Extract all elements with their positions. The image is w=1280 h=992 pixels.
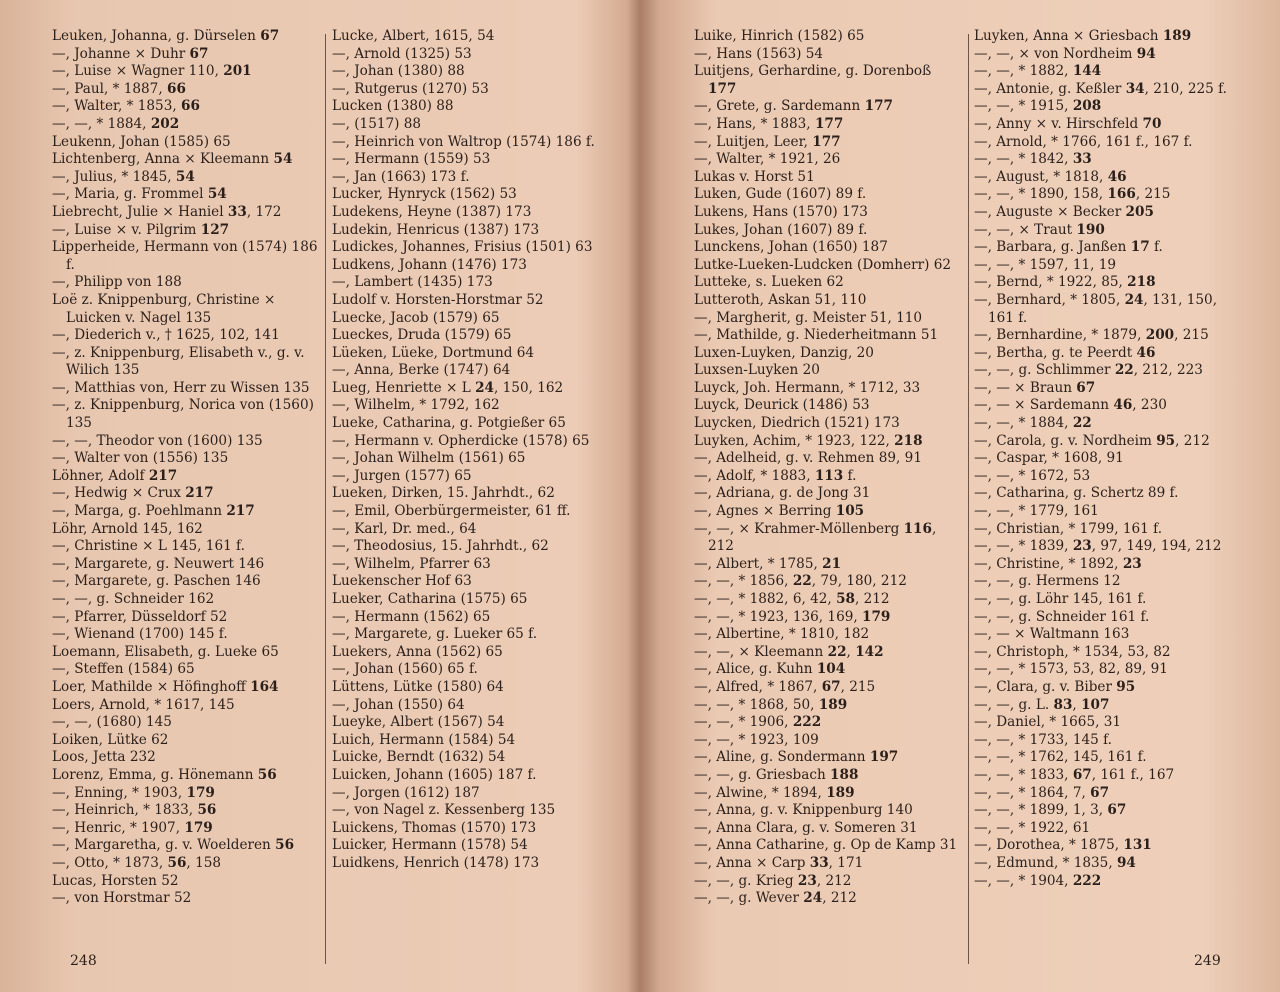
index-entry: Lueg, Henriette × L 24, 150, 162 [332, 379, 564, 396]
index-entry: —, Emil, Oberbürgermeister, 61 ff. [332, 503, 571, 520]
index-entry: —, Marga, g. Poehlmann 217 [52, 503, 255, 520]
index-entry: —, z. Knippenburg, Norica von (1560) 135 [52, 397, 314, 432]
index-entry: —, Rutgerus (1270) 53 [332, 80, 489, 97]
index-entry: Ludickes, Johannes, Frisius (1501) 63 [332, 239, 593, 256]
index-entry: —, Julius, * 1845, 54 [52, 168, 195, 185]
left-page [52, 28, 602, 978]
index-entry: Lüttens, Lütke (1580) 64 [332, 678, 504, 695]
index-entry: —, Albertine, * 1810, 182 [694, 626, 870, 643]
index-entry: —, Enning, * 1903, 179 [52, 784, 215, 801]
index-entry: —, Christine × L 145, 161 f. [52, 538, 245, 555]
index-entry: —, Hedwig × Crux 217 [52, 485, 214, 502]
index-entry: —, Heinrich von Waltrop (1574) 186 f. [332, 133, 595, 150]
index-entry: —, —, * 1839, 23, 97, 149, 194, 212 [974, 538, 1222, 555]
index-entry: —, Wilhelm, * 1792, 162 [332, 397, 500, 414]
index-entry: Lukas v. Horst 51 [694, 168, 815, 185]
index-entry: Loë z. Knippenburg, Christine × Luicken v. Nagel 135 [52, 291, 276, 326]
index-entry: —, Pfarrer, Düsseldorf 52 [52, 608, 228, 625]
index-entry: —, Johanne × Duhr 67 [52, 45, 209, 62]
index-entry: —, Hermann (1562) 65 [332, 608, 491, 625]
index-entry: —, Heinrich, * 1833, 56 [52, 802, 217, 819]
index-entry: —, Bernd, * 1922, 85, 218 [974, 274, 1156, 291]
index-entry: —, —, × von Nordheim 94 [974, 45, 1156, 62]
index-entry: —, —, * 1923, 109 [694, 731, 819, 748]
index-entry: —, —, * 1884, 202 [52, 115, 180, 132]
index-entry: Luickens, Thomas (1570) 173 [332, 819, 537, 836]
index-entry: —, Johan Wilhelm (1561) 65 [332, 450, 526, 467]
index-entry: —, Hans, * 1883, 177 [694, 115, 844, 132]
index-entry: —, Christine, * 1892, 23 [974, 555, 1142, 572]
index-entry: —, —, * 1779, 161 [974, 503, 1099, 520]
index-entry: —, —, g. Schlimmer 22, 212, 223 [974, 362, 1203, 379]
index-entry: Lueke, Catharina, g. Potgießer 65 [332, 415, 566, 432]
index-entry: —, Matthias von, Herr zu Wissen 135 [52, 379, 310, 396]
index-entry: Leukenn, Johan (1585) 65 [52, 133, 231, 150]
index-entry: —, Wienand (1700) 145 f. [52, 626, 228, 643]
index-entry: Lipperheide, Hermann von (1574) 186 f. [52, 239, 318, 273]
index-entry: Lucker, Hynryck (1562) 53 [332, 186, 517, 203]
index-entry: —, Christian, * 1799, 161 f. [974, 520, 1163, 537]
index-entry: —, Walter von (1556) 135 [52, 450, 229, 467]
index-entry: —, Margherit, g. Meister 51, 110 [694, 309, 923, 326]
index-entry: —, Luise × v. Pilgrim 127 [52, 221, 230, 238]
index-entry: —, Barbara, g. Janßen 17 f. [974, 239, 1163, 256]
index-entry: Luicken, Johann (1605) 187 f. [332, 766, 537, 783]
index-entry: —, —, * 1597, 11, 19 [974, 256, 1117, 273]
index-entry: —, Anna, Berke (1747) 64 [332, 362, 511, 379]
index-entry: Ludekin, Henricus (1387) 173 [332, 221, 540, 238]
index-entry: —, Caspar, * 1608, 91 [974, 450, 1124, 467]
index-entry: Lutke-Lueken-Ludcken (Domherr) 62 [694, 256, 952, 273]
index-entry: Lueyke, Albert (1567) 54 [332, 714, 505, 731]
index-entry: —, Theodosius, 15. Jahrhdt., 62 [332, 538, 549, 555]
index-entry: —, —, g. Löhr 145, 161 f. [974, 591, 1147, 607]
index-entry: —, —, * 1884, 22 [974, 415, 1092, 432]
index-entry: Lichtenberg, Anna × Kleemann 54 [52, 151, 293, 168]
index-entry: —, Adriana, g. de Jong 31 [694, 485, 871, 502]
index-entry: Loos, Jetta 232 [52, 749, 156, 766]
index-entry: —, Arnold (1325) 53 [332, 45, 472, 62]
index-entry: —, Paul, * 1887, 66 [52, 80, 186, 97]
index-entry: —, Hermann v. Opherdicke (1578) 65 [332, 432, 590, 449]
index-entry: —, —, * 1890, 158, 166, 215 [974, 186, 1171, 203]
index-entry: —, Luitjen, Leer, 177 [694, 133, 841, 150]
index-entry: —, Karl, Dr. med., 64 [332, 520, 477, 537]
index-entry: —, — × Sardemann 46, 230 [974, 397, 1167, 414]
index-entry: Leuken, Johanna, g. Dürselen 67 [52, 28, 280, 44]
index-entry: —, Hermann (1559) 53 [332, 151, 491, 168]
index-entry: —, Antonie, g. Keßler 34, 210, 225 f. [974, 80, 1228, 97]
index-entry: —, Jan (1663) 173 f. [332, 168, 470, 185]
index-entry: Luken, Gude (1607) 89 f. [694, 186, 867, 203]
index-entry: —, Catharina, g. Schertz 89 f. [974, 485, 1179, 502]
index-entry: —, —, * 1899, 1, 3, 67 [974, 802, 1127, 819]
index-entry: —, Agnes × Berring 105 [694, 503, 865, 520]
index-entry: Loiken, Lütke 62 [52, 731, 169, 748]
index-entry: —, Daniel, * 1665, 31 [974, 714, 1122, 731]
index-entry: —, Johan (1560) 65 f. [332, 661, 478, 678]
index-entry: Luyken, Anna × Griesbach 189 [974, 28, 1192, 44]
index-entry: —, von Horstmar 52 [52, 890, 192, 907]
index-entry: —, —, × Krahmer-Möllenberg 116, 212 [694, 520, 937, 555]
index-entry: —, —, * 1882, 144 [974, 63, 1102, 80]
index-column [974, 28, 1236, 890]
index-entry: —, —, * 1856, 22, 79, 180, 212 [694, 573, 907, 590]
index-entry: —, —, g. Hermens 12 [974, 573, 1121, 590]
index-entry: —, August, * 1818, 46 [974, 168, 1127, 185]
index-entry: —, —, (1680) 145 [52, 714, 172, 731]
index-entry: —, Henric, * 1907, 179 [52, 819, 213, 836]
index-entry: —, —, g. Schneider 162 [52, 591, 215, 607]
index-entry: —, Hans (1563) 54 [694, 45, 824, 62]
index-entry: Lueken, Dirken, 15. Jahrhdt., 62 [332, 485, 555, 502]
index-entry: —, Walter, * 1921, 26 [694, 151, 841, 168]
index-entry: —, Steffen (1584) 65 [52, 661, 195, 678]
index-entry: —, —, * 1923, 136, 169, 179 [694, 608, 891, 625]
index-entry: Lüeken, Lüeke, Dortmund 64 [332, 344, 535, 361]
index-entry: —, Aline, g. Sondermann 197 [694, 749, 899, 766]
index-column [694, 28, 962, 908]
index-entry: —, Anna, g. v. Knippenburg 140 [694, 802, 913, 819]
index-entry: —, Anna × Carp 33, 171 [694, 854, 864, 871]
index-entry: Lutteke, s. Lueken 62 [694, 274, 844, 291]
index-entry: —, Margarete, g. Neuwert 146 [52, 555, 265, 572]
index-entry: Luxen-Luyken, Danzig, 20 [694, 344, 874, 361]
index-entry: —, —, * 1762, 145, 161 f. [974, 749, 1147, 766]
index-entry: —, Arnold, * 1766, 161 f., 167 f. [974, 133, 1193, 150]
index-entry: —, —, * 1833, 67, 161 f., 167 [974, 766, 1175, 783]
index-entry: —, —, * 1733, 145 f. [974, 731, 1112, 748]
index-entry: —, Anna Catharine, g. Op de Kamp 31 [694, 837, 958, 854]
page-number: 248 [70, 953, 97, 969]
index-entry: —, Luise × Wagner 110, 201 [52, 63, 252, 80]
index-entry: —, Otto, * 1873, 56, 158 [52, 854, 222, 871]
index-entry: —, Mathilde, g. Niederheitmann 51 [694, 327, 939, 344]
index-entry: Luyck, Joh. Hermann, * 1712, 33 [694, 379, 921, 396]
index-entry: Lukens, Hans (1570) 173 [694, 203, 868, 220]
index-entry: Luycken, Diedrich (1521) 173 [694, 415, 900, 432]
index-entry: —, Clara, g. v. Biber 95 [974, 678, 1136, 695]
index-entry: —, Alfred, * 1867, 67, 215 [694, 678, 876, 695]
index-entry: —, —, * 1922, 61 [974, 819, 1091, 836]
index-entry: Ludekens, Heyne (1387) 173 [332, 203, 532, 220]
page-number: 249 [1194, 953, 1221, 969]
index-entry: Luich, Hermann (1584) 54 [332, 731, 516, 748]
index-entry: Luxsen-Luyken 20 [694, 362, 820, 379]
index-entry: —, Anna Clara, g. v. Someren 31 [694, 819, 918, 836]
index-entry: Lueker, Catharina (1575) 65 [332, 591, 528, 607]
index-entry: —, Margaretha, g. v. Woelderen 56 [52, 837, 295, 854]
index-entry: —, — × Braun 67 [974, 379, 1096, 396]
index-entry: —, —, * 1573, 53, 82, 89, 91 [974, 661, 1168, 678]
index-entry: —, Auguste × Becker 205 [974, 203, 1154, 220]
index-entry: —, — × Waltmann 163 [974, 626, 1130, 643]
index-entry: —, —, × Kleemann 22, 142 [694, 643, 884, 660]
column-divider [325, 34, 326, 964]
index-entry: —, —, g. Wever 24, 212 [694, 890, 857, 907]
index-entry: —, z. Knippenburg, Elisabeth v., g. v. Wilich 135 [52, 344, 305, 379]
index-entry: Luicker, Hermann (1578) 54 [332, 837, 528, 854]
index-entry: Luidkens, Henrich (1478) 173 [332, 854, 540, 871]
index-entry: Luekenscher Hof 63 [332, 573, 472, 590]
index-entry: —, Anny × v. Hirschfeld 70 [974, 115, 1162, 132]
index-column [52, 28, 320, 908]
index-entry: Lueckes, Druda (1579) 65 [332, 327, 512, 344]
index-entry: Ludkens, Johann (1476) 173 [332, 256, 527, 273]
index-entry: —, —, × Traut 190 [974, 221, 1105, 238]
index-entry: Luicke, Berndt (1632) 54 [332, 749, 506, 766]
index-entry: —, Grete, g. Sardemann 177 [694, 98, 894, 115]
index-entry: —, Alwine, * 1894, 189 [694, 784, 855, 801]
index-entry: —, Jurgen (1577) 65 [332, 467, 472, 484]
index-entry: Lucke, Albert, 1615, 54 [332, 28, 495, 44]
right-page [694, 28, 1234, 978]
index-entry: —, —, * 1864, 7, 67 [974, 784, 1110, 801]
index-entry: —, Walter, * 1853, 66 [52, 98, 200, 115]
index-entry: —, Carola, g. v. Nordheim 95, 212 [974, 432, 1210, 449]
index-column [332, 28, 600, 873]
index-entry: —, Christoph, * 1534, 53, 82 [974, 643, 1171, 660]
index-entry: Lucken (1380) 88 [332, 98, 454, 115]
index-entry: Lunckens, Johan (1650) 187 [694, 239, 888, 256]
index-entry: —, Bernhardine, * 1879, 200, 215 [974, 327, 1209, 344]
index-entry: Lucas, Horsten 52 [52, 872, 179, 889]
index-entry: —, Adelheid, g. v. Rehmen 89, 91 [694, 450, 922, 467]
index-entry: Loers, Arnold, * 1617, 145 [52, 696, 235, 713]
index-entry: —, —, * 1842, 33 [974, 151, 1092, 168]
index-entry: Luekers, Anna (1562) 65 [332, 643, 503, 660]
index-entry: —, Alice, g. Kuhn 104 [694, 661, 846, 678]
index-entry: —, Philipp von 188 [52, 274, 182, 291]
index-entry: —, —, g. Schneider 161 f. [974, 608, 1150, 625]
index-entry: —, —, g. Krieg 23, 212 [694, 872, 852, 889]
index-entry: Loemann, Elisabeth, g. Lueke 65 [52, 643, 279, 660]
index-entry: Lorenz, Emma, g. Hönemann 56 [52, 766, 277, 783]
index-entry: Luitjens, Gerhardine, g. Dorenboß 177 [694, 63, 932, 97]
index-entry: Loer, Mathilde × Höfinghoff 164 [52, 678, 279, 695]
index-entry: Lukes, Johan (1607) 89 f. [694, 221, 868, 238]
index-entry: —, von Nagel z. Kessenberg 135 [332, 802, 556, 819]
index-entry: —, Margarete, g. Lueker 65 f. [332, 626, 538, 643]
index-entry: —, Bertha, g. te Peerdt 46 [974, 344, 1156, 361]
index-entry: —, Albert, * 1785, 21 [694, 555, 842, 572]
index-entry: —, Lambert (1435) 173 [332, 274, 493, 291]
index-entry: Luyck, Deurick (1486) 53 [694, 397, 870, 414]
index-entry: —, —, * 1904, 222 [974, 872, 1102, 889]
index-entry: —, Dorothea, * 1875, 131 [974, 837, 1152, 854]
index-entry: —, Wilhelm, Pfarrer 63 [332, 555, 491, 572]
index-entry: —, Johan (1380) 88 [332, 63, 465, 80]
index-entry: —, —, g. L. 83, 107 [974, 696, 1110, 713]
index-entry: Löhner, Adolf 217 [52, 467, 178, 484]
index-entry: —, Margarete, g. Paschen 146 [52, 573, 261, 590]
index-entry: —, —, * 1882, 6, 42, 58, 212 [694, 591, 890, 607]
index-entry: Luecke, Jacob (1579) 65 [332, 309, 500, 326]
index-entry: Ludolf v. Horsten-Horstmar 52 [332, 291, 544, 308]
index-entry: —, Edmund, * 1835, 94 [974, 854, 1136, 871]
index-entry: Liebrecht, Julie × Haniel 33, 172 [52, 203, 282, 220]
index-entry: Löhr, Arnold 145, 162 [52, 520, 203, 537]
index-entry: Luike, Hinrich (1582) 65 [694, 28, 865, 44]
index-entry: —, —, * 1906, 222 [694, 714, 822, 731]
index-entry: —, Johan (1550) 64 [332, 696, 465, 713]
index-entry: —, —, Theodor von (1600) 135 [52, 432, 263, 449]
index-entry: —, —, g. Griesbach 188 [694, 766, 859, 783]
index-entry: —, —, * 1915, 208 [974, 98, 1102, 115]
column-divider [968, 34, 969, 964]
index-entry: —, Maria, g. Frommel 54 [52, 186, 227, 203]
index-entry: —, —, * 1868, 50, 189 [694, 696, 848, 713]
index-entry: —, Diederich v., † 1625, 102, 141 [52, 327, 280, 344]
index-entry: Luyken, Achim, * 1923, 122, 218 [694, 432, 923, 449]
index-entry: —, —, * 1672, 53 [974, 467, 1091, 484]
index-entry: —, Bernhard, * 1805, 24, 131, 150, 161 f. [974, 291, 1218, 326]
index-entry: —, (1517) 88 [332, 115, 422, 132]
index-entry: Lutteroth, Askan 51, 110 [694, 291, 867, 308]
index-entry: —, Adolf, * 1883, 113 f. [694, 467, 857, 484]
index-entry: —, Jorgen (1612) 187 [332, 784, 480, 801]
